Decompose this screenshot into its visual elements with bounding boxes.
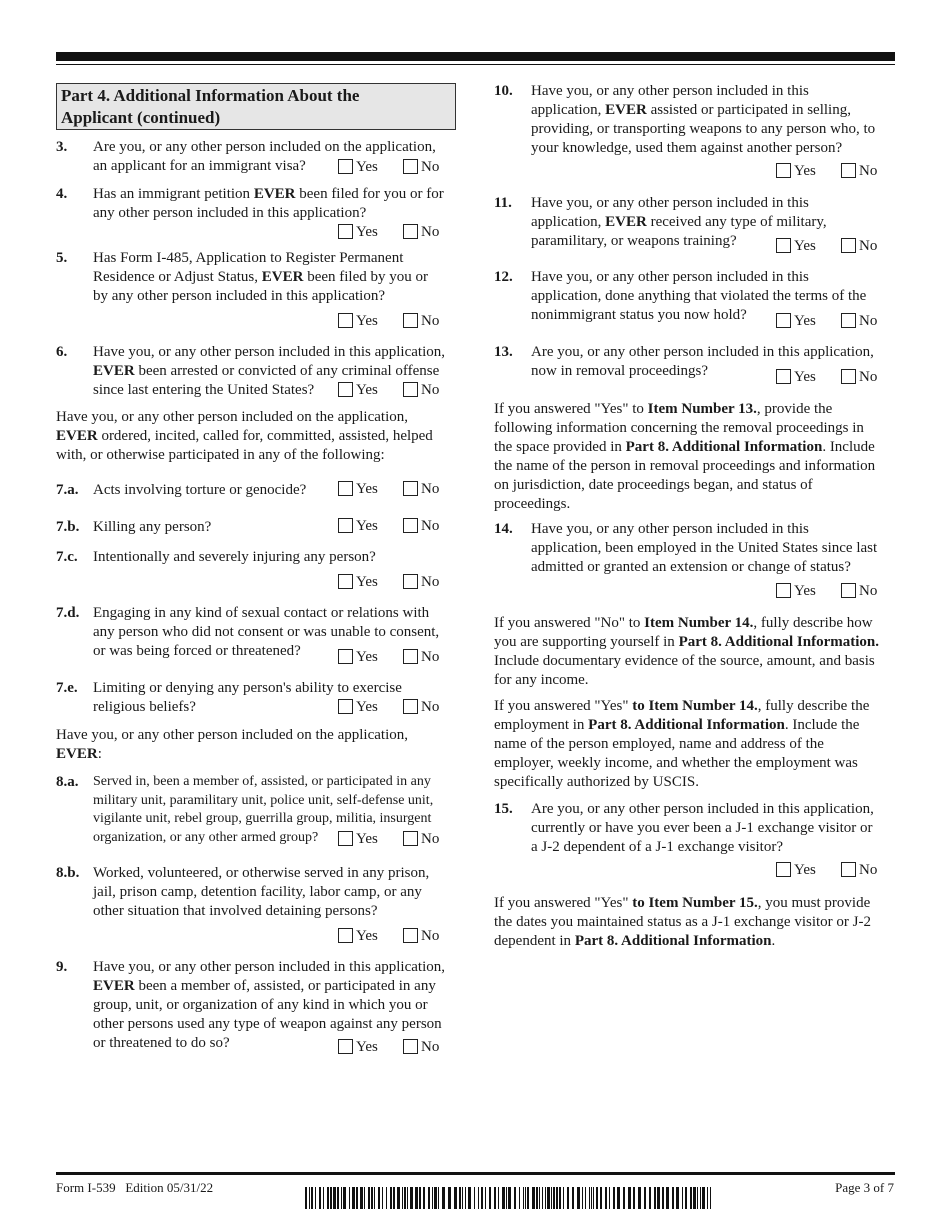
item-number: 7.e. (56, 680, 78, 696)
question-text: Served in, been a member of, assisted, or participated in any (93, 774, 431, 789)
form-number: Form I-539 (56, 1180, 116, 1195)
no-checkbox[interactable] (841, 369, 856, 384)
question-text: application, EVER assisted or participated in selling, (531, 102, 851, 118)
question-text: jail, prison camp, detention facility, labor camp, or any (93, 884, 422, 900)
question-text: application, EVER received any type of military, (531, 214, 827, 230)
question-text: since last entering the United States? (93, 382, 315, 398)
question-text: religious beliefs? (93, 699, 196, 715)
para-text: Have you, or any other person included on the application, (56, 409, 408, 425)
part-heading (56, 83, 456, 130)
para-text: Include documentary evidence of the source, amount, and basis (494, 653, 875, 669)
question-text: Residence or Adjust Status, EVER been filed by you or (93, 269, 428, 285)
barcode-icon (305, 1187, 713, 1209)
yes-checkbox[interactable] (338, 831, 353, 846)
item-number: 8.b. (56, 865, 80, 881)
para-text: the space provided in Part 8. Additional Information. Include (494, 439, 875, 455)
question-text: Killing any person? (93, 519, 212, 535)
question-text: Has an immigrant petition EVER been filed for you or for (93, 186, 444, 202)
no-checkbox[interactable] (403, 699, 418, 714)
item-number: 6. (56, 344, 68, 360)
item-number: 11. (494, 195, 512, 211)
item-number: 10. (494, 83, 513, 99)
para-text: employment in Part 8. Additional Information. Include the (494, 717, 860, 733)
question-text: other persons used any type of weapon against any person (93, 1016, 442, 1032)
question-text: Have you, or any other person included in this (531, 269, 809, 285)
question-text: application, done anything that violated the terms of the (531, 288, 867, 304)
no-checkbox[interactable] (403, 224, 418, 239)
top-rule-thick (56, 52, 895, 61)
question-text: an applicant for an immigrant visa? (93, 158, 306, 174)
question-text: EVER been a member of, assisted, or participated in any (93, 978, 436, 994)
item-number: 9. (56, 959, 68, 975)
no-checkbox[interactable] (403, 649, 418, 664)
question-text: military unit, paramilitary unit, police unit, self-defense unit, (93, 792, 434, 808)
question-text: vigilante unit, rebel group, guerrilla group, militia, insurgent (93, 811, 432, 826)
item-number: 7.a. (56, 482, 79, 498)
note-item-14-no (494, 614, 896, 690)
para-text: name of the person employed, name and address of the (494, 736, 824, 752)
question-text: your knowledge, used them against another person? (531, 140, 843, 156)
no-checkbox[interactable] (841, 163, 856, 178)
note-item-14-yes (494, 697, 896, 792)
question-text: nonimmigrant status you now hold? (531, 307, 747, 323)
para-text: the name of the person in removal proceedings and information (494, 458, 876, 474)
para-text: If you answered "Yes" to Item Number 15., you must provide (494, 895, 871, 911)
no-checkbox[interactable] (841, 583, 856, 598)
yes-checkbox[interactable] (776, 862, 791, 877)
para-text: for any income. (494, 672, 589, 688)
intro-question-7 (56, 408, 456, 465)
question-text: Has Form I-485, Application to Register Permanent (93, 250, 404, 266)
no-checkbox[interactable] (403, 382, 418, 397)
para-text: specifically authorized by USCIS. (494, 774, 699, 790)
no-checkbox[interactable] (403, 159, 418, 174)
yes-checkbox[interactable] (338, 382, 353, 397)
yes-checkbox[interactable] (776, 238, 791, 253)
no-checkbox[interactable] (403, 1039, 418, 1054)
no-label: No (421, 159, 440, 175)
question-text: application, been employed in the United States since last (531, 540, 878, 556)
question-text: providing, or transporting weapons to any person who, to (531, 121, 876, 137)
top-rule-thin (56, 64, 895, 65)
yes-checkbox[interactable] (338, 699, 353, 714)
yes-checkbox[interactable] (338, 928, 353, 943)
question-text: Acts involving torture or genocide? (93, 482, 307, 498)
item-number: 8.a. (56, 774, 79, 790)
question-text: EVER been arrested or convicted of any criminal offense (93, 363, 440, 379)
para-text: EVER ordered, incited, called for, committed, assisted, helped (56, 428, 433, 444)
yes-label: Yes (356, 159, 378, 175)
question-text: any other person included in this application? (93, 205, 367, 221)
yes-checkbox[interactable] (338, 224, 353, 239)
item-number: 4. (56, 186, 68, 202)
note-item-15 (494, 894, 896, 951)
no-checkbox[interactable] (403, 928, 418, 943)
yes-checkbox[interactable] (776, 313, 791, 328)
yes-checkbox[interactable] (338, 649, 353, 664)
question-text: Are you, or any other person included in this application, (531, 344, 874, 360)
yes-checkbox[interactable] (338, 159, 353, 174)
part-heading-line1: Part 4. Additional Information About the (61, 86, 360, 105)
item-number: 5. (56, 250, 68, 266)
question-text: Are you, or any other person included on the application, (93, 139, 436, 155)
question-text: paramilitary, or weapons training? (531, 233, 737, 249)
intro-question-8 (56, 726, 456, 764)
question-text: Worked, volunteered, or otherwise served in any prison, (93, 865, 430, 881)
no-checkbox[interactable] (841, 862, 856, 877)
question-text: Engaging in any kind of sexual contact or relations with (93, 605, 430, 621)
yes-checkbox[interactable] (776, 369, 791, 384)
item-number: 7.d. (56, 605, 80, 621)
para-text: the dates you maintained status as a J-1 exchange visitor or J-2 (494, 914, 871, 930)
item-number: 13. (494, 344, 513, 360)
question-text: a J-2 dependent of a J-1 exchange visitor? (531, 839, 783, 855)
no-checkbox[interactable] (403, 313, 418, 328)
question-text: Have you, or any other person included in this (531, 521, 809, 537)
yes-checkbox[interactable] (338, 574, 353, 589)
part-heading-line2: Applicant (continued) (61, 108, 221, 127)
yes-checkbox[interactable] (776, 163, 791, 178)
page-number: Page 3 of 7 (835, 1180, 894, 1195)
para-text: proceedings. (494, 496, 571, 512)
footer-form-edition (56, 1180, 213, 1196)
item-number: 3. (56, 139, 68, 155)
para-text: Have you, or any other person included on the application, (56, 727, 408, 743)
form-edition: Edition 05/31/22 (125, 1180, 214, 1195)
para-text: following information concerning the removal proceedings in (494, 420, 864, 436)
question-text: organization, or any other armed group? (93, 829, 319, 845)
no-checkbox[interactable] (403, 518, 418, 533)
no-checkbox[interactable] (403, 574, 418, 589)
question-text: Have you, or any other person included in this application, (93, 959, 445, 975)
para-text: employer, weekly income, and whether the employment was (494, 755, 858, 771)
item-number: 14. (494, 521, 513, 537)
question-text: or threatened to do so? (93, 1035, 230, 1051)
question-text: or was being forced or threatened? (93, 643, 301, 659)
item-number: 15. (494, 801, 513, 817)
para-text: EVER: (56, 746, 102, 762)
yes-checkbox[interactable] (776, 583, 791, 598)
no-checkbox[interactable] (403, 831, 418, 846)
para-text: If you answered "Yes" to Item Number 13., provide the (494, 401, 833, 417)
para-text: If you answered "Yes" to Item Number 14., fully describe the (494, 698, 870, 714)
no-checkbox[interactable] (403, 481, 418, 496)
question-text: Have you, or any other person included in this (531, 83, 809, 99)
yes-checkbox[interactable] (338, 481, 353, 496)
para-text: you are supporting yourself in Part 8. Additional Information. (494, 634, 879, 650)
question-text: Are you, or any other person included in this application, (531, 801, 874, 817)
no-checkbox[interactable] (841, 313, 856, 328)
item-number: 7.b. (56, 519, 80, 535)
footer-rule (56, 1172, 895, 1175)
para-text: dependent in Part 8. Additional Information. (494, 933, 776, 949)
question-text: other situation that involved detaining persons? (93, 903, 378, 919)
question-text: any person who did not consent or was unable to consent, (93, 624, 440, 640)
question-text: currently or have you ever been a J-1 exchange visitor or (531, 820, 873, 836)
no-checkbox[interactable] (841, 238, 856, 253)
item-number: 12. (494, 269, 513, 285)
yes-checkbox[interactable] (338, 518, 353, 533)
para-text: If you answered "No" to Item Number 14., fully describe how (494, 615, 873, 631)
question-text: by any other person included in this application? (93, 288, 386, 304)
yes-checkbox[interactable] (338, 1039, 353, 1054)
question-text: Have you, or any other person included in this (531, 195, 809, 211)
question-text: admitted or granted an extension or change of status? (531, 559, 851, 575)
yes-checkbox[interactable] (338, 313, 353, 328)
question-text: Limiting or denying any person's ability to exercise (93, 680, 402, 696)
question-text: now in removal proceedings? (531, 363, 709, 379)
question-text: group, unit, or organization of any kind in which you or (93, 997, 428, 1013)
item-number: 7.c. (56, 549, 78, 565)
note-item-13 (494, 400, 896, 514)
para-text: on jurisdiction, date proceedings began, and status of (494, 477, 813, 493)
question-text: Intentionally and severely injuring any person? (93, 549, 376, 565)
question-text: Have you, or any other person included in this application, (93, 344, 445, 360)
para-text: with, or otherwise participated in any of the following: (56, 447, 385, 463)
